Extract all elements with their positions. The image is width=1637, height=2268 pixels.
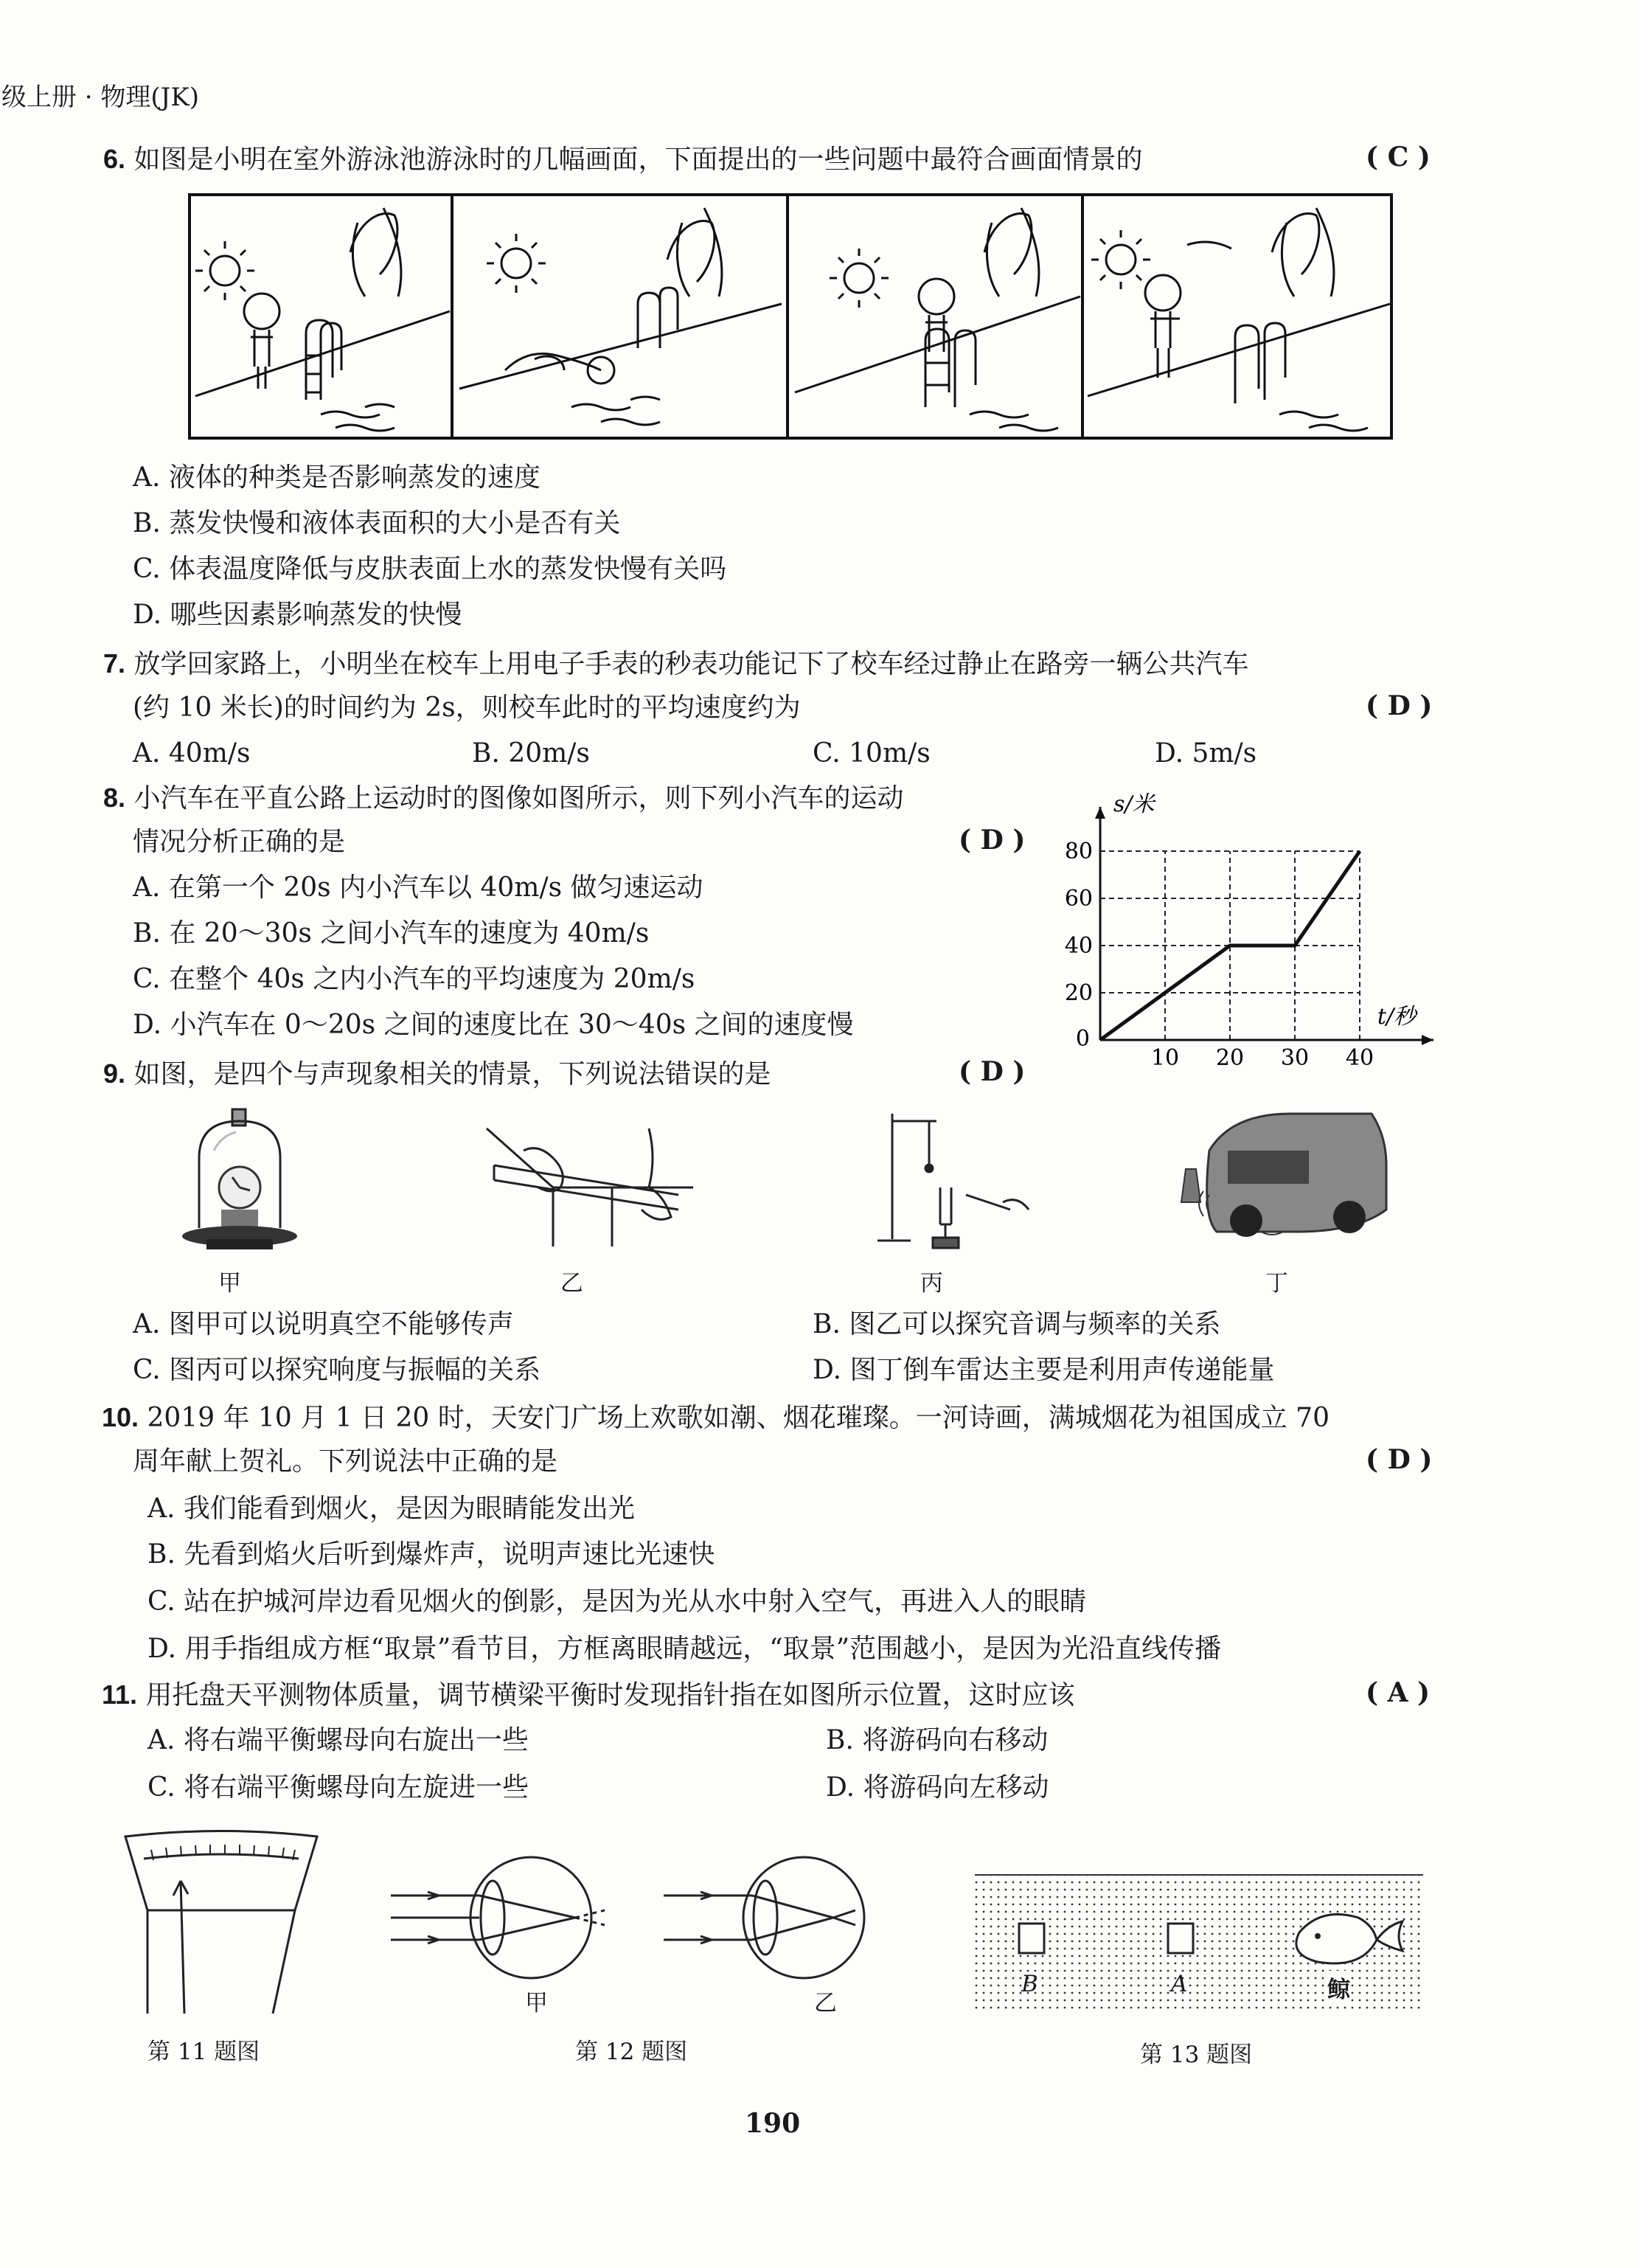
question-8-number: 8.: [103, 783, 126, 813]
y-tick-label-80: 80: [1064, 839, 1093, 864]
figure-12-caption: 第 12 题图: [575, 2039, 688, 2065]
x-axis-arrow: [1422, 1035, 1433, 1045]
figure-label-yi: 乙: [560, 1270, 583, 1297]
figure-13-label-b: B: [1021, 1971, 1038, 1997]
question-11-option-d: D. 将游码向左移动: [826, 1772, 1049, 1803]
bell-jar-figure: [177, 1106, 302, 1254]
question-8-text-1: 小汽车在平直公路上运动时的图像如图所示，则下列小汽车的运动: [133, 783, 904, 814]
x-tick-label-40: 40: [1345, 1045, 1374, 1071]
question-8-option-c: C. 在整个 40s 之内小汽车的平均速度为 20m/s: [133, 964, 695, 994]
question-8-option-a: A. 在第一个 20s 内小汽车以 40m/s 做匀速运动: [133, 873, 703, 903]
question-8-option-b: B. 在 20～30s 之间小汽车的速度为 40m/s: [133, 918, 650, 949]
figure-12-label-jia: 甲: [525, 1990, 548, 2016]
question-11-option-a: A. 将右端平衡螺母向右旋出一些: [147, 1725, 529, 1755]
y-tick-label-40: 40: [1064, 933, 1093, 959]
page-number: 190: [745, 2108, 801, 2139]
figure-13-label-whale: 鲸: [1327, 1971, 1350, 2004]
figure-label-jia: 甲: [218, 1270, 241, 1297]
y-tick-label-20: 20: [1064, 980, 1093, 1006]
question-6-text: 如图是小明在室外游泳池游泳时的几幅画面，下面提出的一些问题中最符合画面情景的: [133, 145, 1143, 175]
x-tick-label-30: 30: [1280, 1045, 1310, 1071]
question-6-option-c: C. 体表温度降低与皮肤表面上水的蒸发快慢有关吗: [133, 554, 727, 584]
question-11-option-c: C. 将右端平衡螺母向左旋进一些: [147, 1772, 529, 1803]
header-title: 级上册 · 物理(JK): [1, 83, 199, 112]
x-tick-label-20: 20: [1215, 1045, 1245, 1071]
figure-12-label-yi: 乙: [814, 1990, 837, 2016]
question-10-text-1: 2019 年 10 月 1 日 20 时，天安门广场上欢歌如潮、烟花璀璨。一河诗画，满城烟花为祖国成立 70: [147, 1403, 1330, 1433]
question-6-number: 6.: [103, 144, 126, 174]
ruler-figure: [479, 1121, 701, 1254]
question-6-option-d: D. 哪些因素影响蒸发的快慢: [133, 600, 462, 630]
y-axis-arrow: [1095, 807, 1105, 819]
water-tank-figure: [975, 1873, 1423, 2014]
question-9-option-b: B. 图乙可以探究音调与频率的关系: [813, 1309, 1221, 1339]
panel-3-scene: [795, 208, 1080, 431]
question-6-option-b: B. 蒸发快慢和液体表面积的大小是否有关: [133, 508, 621, 538]
question-6-answer: ( C ): [1366, 142, 1431, 173]
figure-11-caption: 第 11 题图: [147, 2039, 260, 2065]
x-axis-label: t/秒: [1377, 1004, 1417, 1030]
st-graph: [1062, 774, 1460, 1084]
question-11-text: 用托盘天平测物体质量，调节横梁平衡时发现指针指在如图所示位置，这时应该: [145, 1680, 1075, 1710]
question-7-line-2: (约 10 米长)的时间约为 2s，则校车此时的平均速度约为: [133, 693, 801, 723]
question-6-option-a: A. 液体的种类是否影响蒸发的速度: [133, 462, 541, 493]
question-11-stem: [102, 1677, 1075, 1713]
question-10-option-c: C. 站在护城河岸边看见烟火的倒影，是因为光从水中射入空气，再进入人的眼睛: [147, 1586, 1087, 1617]
question-10-number: 10.: [102, 1402, 139, 1432]
question-8-line-2: 情况分析正确的是: [133, 827, 346, 857]
question-10-option-b: B. 先看到焰火后听到爆炸声，说明声速比光速快: [147, 1539, 715, 1570]
question-6-figure: [188, 193, 1394, 440]
question-9-option-c: C. 图丙可以探究响度与振幅的关系: [133, 1355, 541, 1385]
question-10-answer: ( D ): [1366, 1444, 1433, 1475]
question-11-option-b: B. 将游码向右移动: [826, 1725, 1049, 1755]
figure-13-label-a: A: [1171, 1971, 1188, 1997]
question-7-text-1: 放学回家路上，小明坐在校车上用电子手表的秒表功能记下了校车经过静止在路旁一辆公共汽车: [133, 649, 1249, 679]
figure-label-ding: 丁: [1265, 1270, 1288, 1297]
question-10-line-2: 周年献上贺礼。下列说法中正确的是: [133, 1446, 558, 1477]
question-9-number: 9.: [103, 1058, 126, 1089]
panel-1-scene: [195, 208, 450, 431]
question-8-answer: ( D ): [959, 825, 1026, 856]
y-axis-label: s/米: [1113, 791, 1155, 817]
question-9-option-d: D. 图丁倒车雷达主要是利用声传递能量: [813, 1355, 1275, 1385]
question-9-stem: [103, 1056, 771, 1092]
question-9-text: 如图，是四个与声现象相关的情景，下列说法错误的是: [133, 1059, 771, 1089]
x-tick-label-10: 10: [1150, 1045, 1180, 1071]
question-7-number: 7.: [103, 648, 126, 679]
question-9-answer: ( D ): [959, 1056, 1026, 1087]
origin-label: 0: [1075, 1026, 1090, 1052]
question-7-answer: ( D ): [1366, 690, 1433, 721]
question-11-answer: ( A ): [1366, 1677, 1431, 1708]
question-7-option-a: A. 40m/s: [133, 738, 251, 769]
tuning-fork-figure: [870, 1106, 1040, 1254]
question-10-line-1: [102, 1400, 1330, 1436]
question-7-line-1: [103, 646, 1249, 682]
question-7-option-b: B. 20m/s: [472, 738, 590, 769]
question-11-number: 11.: [102, 1679, 138, 1710]
question-8-line-1: [103, 780, 904, 816]
car-radar-figure: [1165, 1106, 1394, 1246]
question-6-stem: [103, 142, 1143, 178]
balance-pointer-figure: [111, 1829, 332, 2021]
question-10-option-d: D. 用手指组成方框“取景”看节目，方框离眼睛越远，“取景”范围越小，是因为光沿直线传播: [147, 1634, 1222, 1664]
figure-label-bing: 丙: [920, 1270, 943, 1297]
question-7-option-d: D. 5m/s: [1155, 738, 1257, 769]
question-7-option-c: C. 10m/s: [813, 738, 931, 769]
figure-13-caption: 第 13 题图: [1140, 2042, 1253, 2068]
question-9-option-a: A. 图甲可以说明真空不能够传声: [133, 1309, 514, 1339]
question-10-option-a: A. 我们能看到烟火，是因为眼睛能发出光: [147, 1494, 635, 1524]
y-tick-label-60: 60: [1064, 886, 1093, 912]
question-8-option-d: D. 小汽车在 0～20s 之间的速度比在 30～40s 之间的速度慢: [133, 1010, 854, 1040]
panel-2-scene: [459, 208, 782, 425]
panel-4-scene: [1088, 208, 1390, 431]
